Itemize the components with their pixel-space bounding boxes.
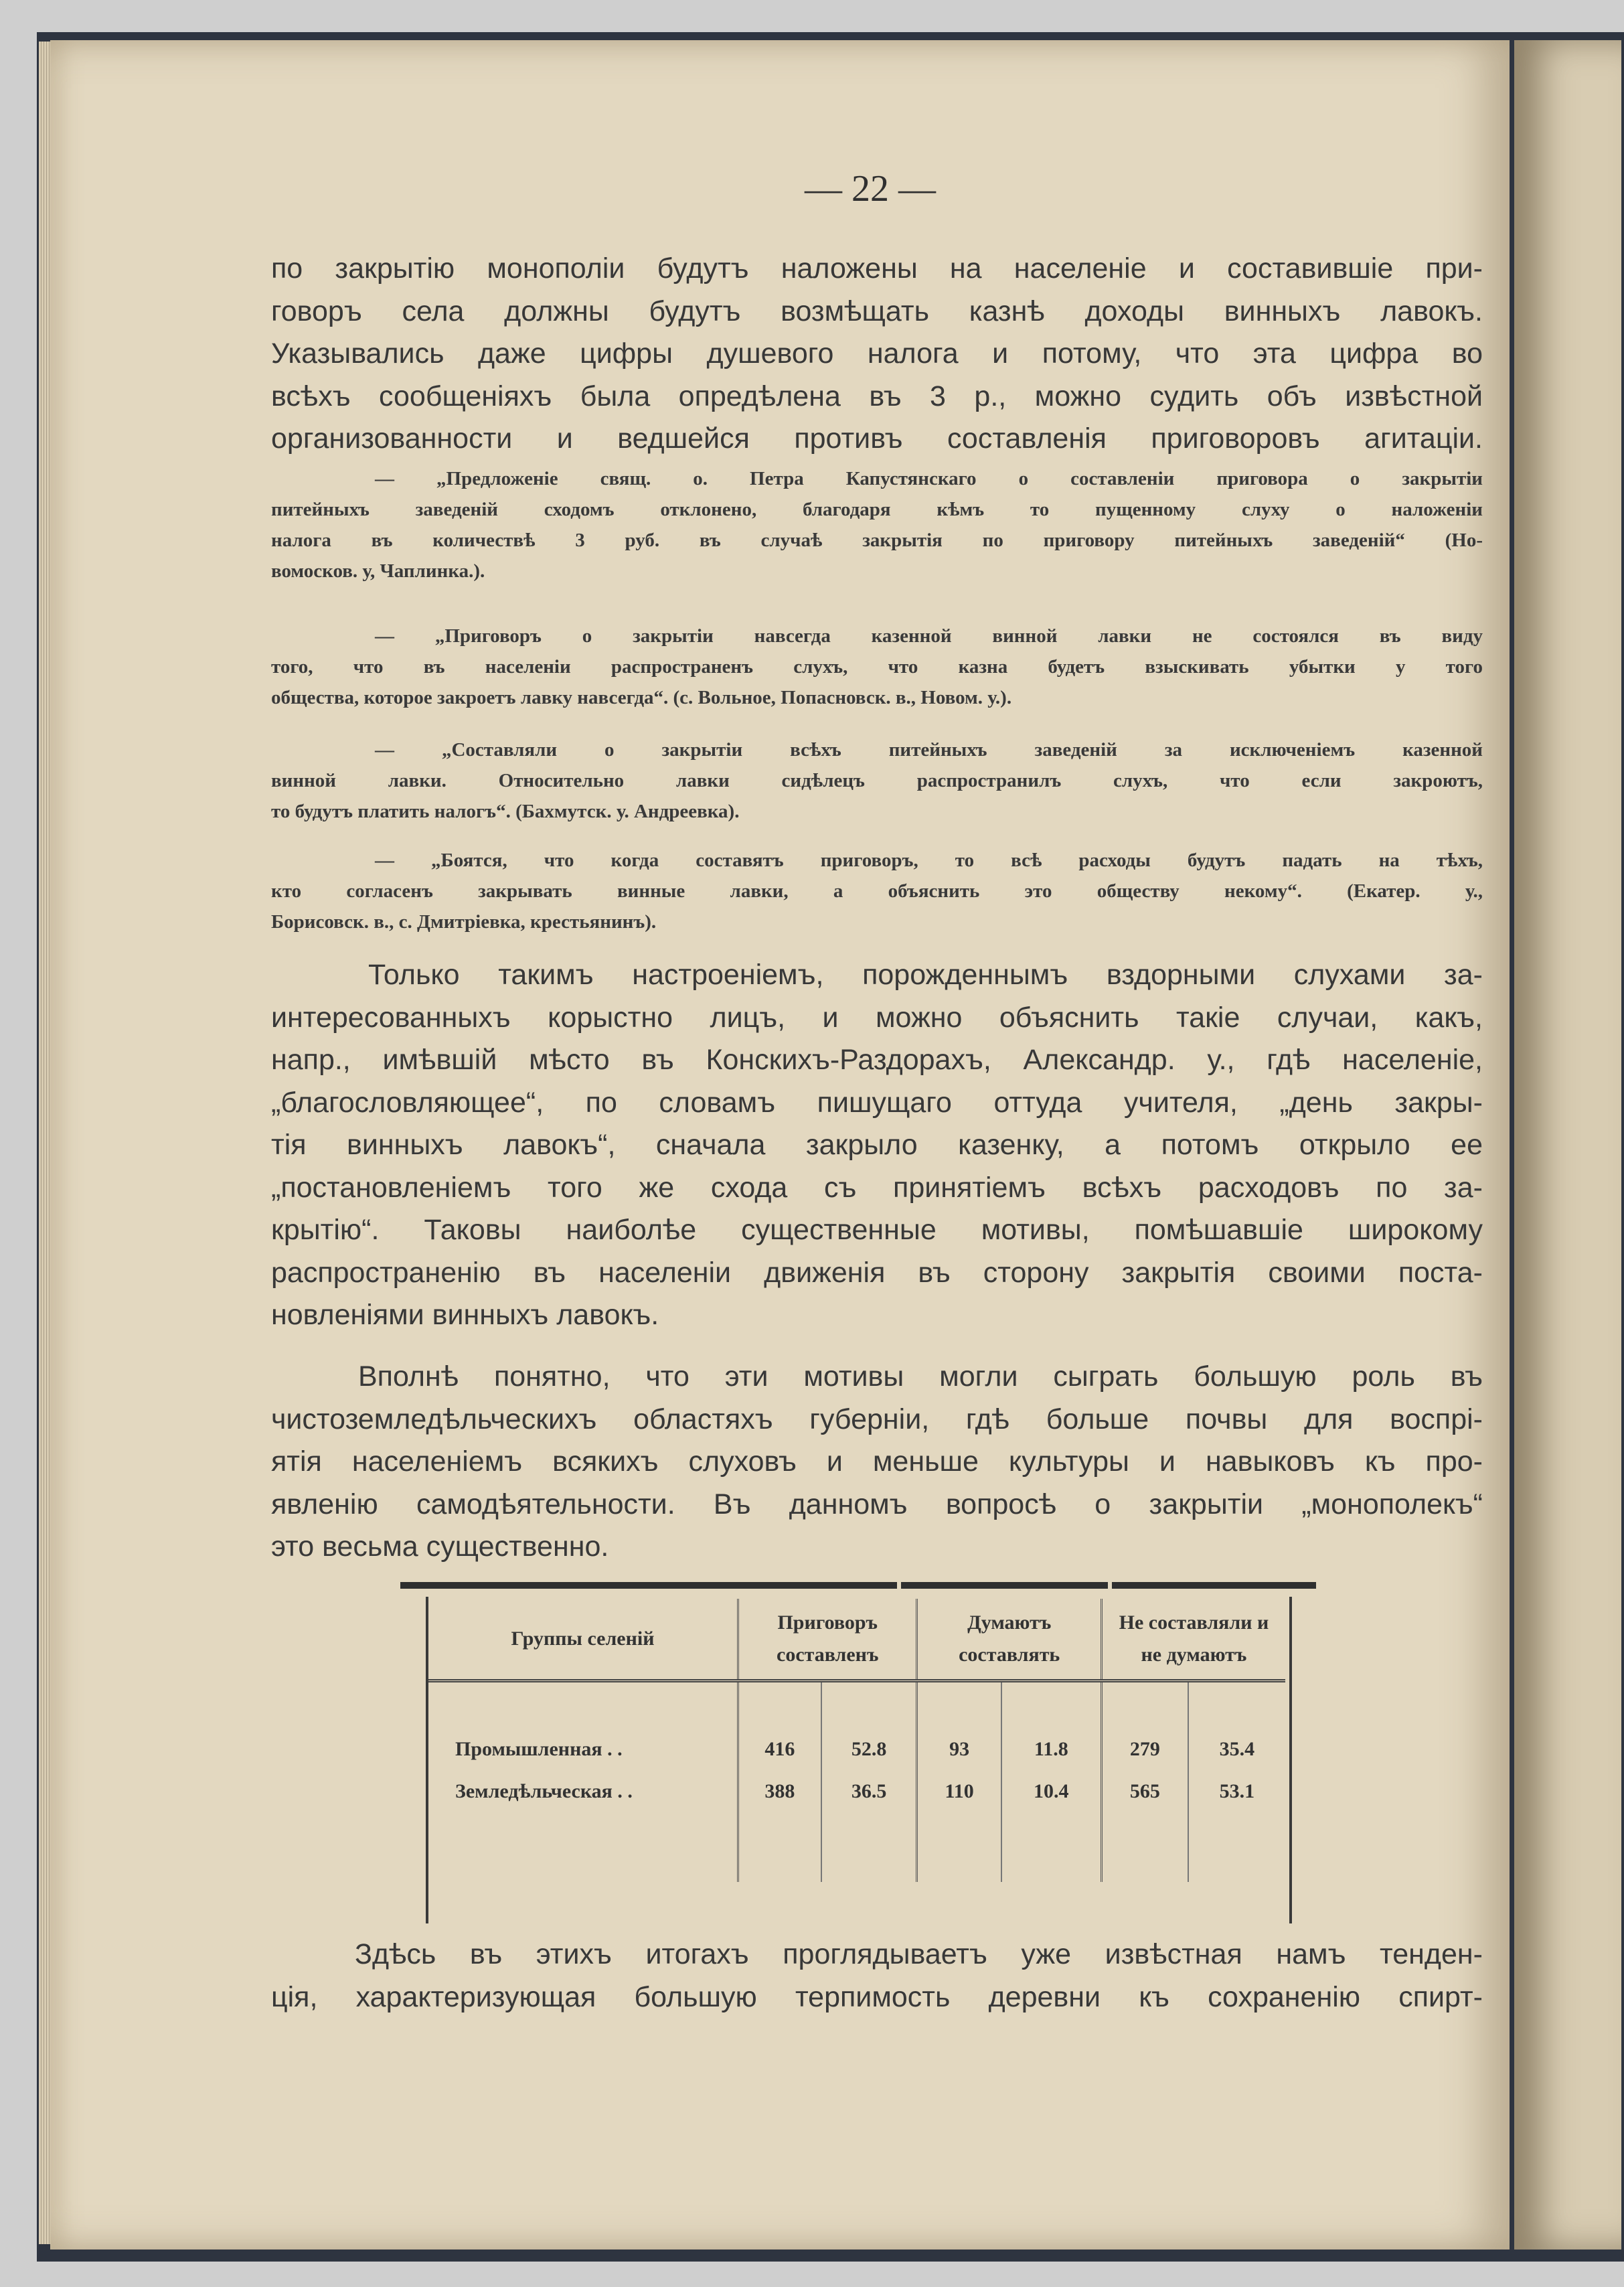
text-line: ятія населеніемъ всякихъ слуховъ и меньше культуры и навыковъ къ про- — [271, 1445, 1483, 1478]
quote-1 — [271, 463, 1483, 586]
text-line: Только такимъ настроеніемъ, порожденнымъ вздорными слухами за- — [368, 959, 1483, 991]
quote-line: то будутъ платить налогъ“. (Бахмутск. у. Андреевка). — [271, 801, 740, 822]
col-header-planning: Думаютъ составлять — [917, 1599, 1101, 1681]
spacer-cell — [917, 1822, 1001, 1882]
cell-count: 388 — [738, 1761, 821, 1822]
cell-count: 565 — [1101, 1761, 1188, 1822]
quote-line: питейныхъ заведеній сходомъ отклонено, благодаря кѣмъ то пущенному слуху о наложеніи — [271, 499, 1483, 520]
text-line: „постановленіемъ того же схода съ принятіемъ всѣхъ расходовъ по за- — [271, 1171, 1483, 1204]
cell-count: 279 — [1101, 1681, 1188, 1761]
quote-line: — „Предложеніе свящ. о. Петра Капустянскаго о составленіи приговора о закрытіи — [375, 468, 1483, 489]
paragraph-4 — [271, 1934, 1483, 2019]
col-header-groups: Группы селеній — [428, 1599, 738, 1681]
text-line: „благословляющее“, по словамъ пишущаго оттуда учителя, „день закры- — [271, 1086, 1483, 1119]
cell-count: 93 — [917, 1681, 1001, 1761]
quote-line: — „Составляли о закрытіи всѣхъ питейныхъ заведеній за исключеніемъ казенной — [375, 739, 1483, 761]
paragraph-2 — [271, 954, 1483, 1337]
paragraph-1 — [271, 248, 1483, 461]
quote-4 — [271, 845, 1483, 937]
cell-percent: 10.4 — [1001, 1761, 1102, 1822]
cell-count: 416 — [738, 1681, 821, 1761]
quote-line: налога въ количествѣ 3 руб. въ случаѣ закрытія по приговору питейныхъ заведеній“ (Но- — [271, 530, 1483, 551]
cell-count: 110 — [917, 1761, 1001, 1822]
text-line: по закрытію монополіи будутъ наложены на населеніе и составившіе при- — [271, 252, 1483, 285]
quote-line: того, что въ населеніи распространенъ слухъ, что казна будетъ взыскивать убытки у того — [271, 656, 1483, 678]
spacer-cell — [1101, 1822, 1188, 1882]
spacer-cell — [428, 1822, 738, 1882]
cell-percent: 52.8 — [821, 1681, 917, 1761]
spacer-cell — [821, 1822, 917, 1882]
text-line: ція, характеризующая большую терпимость деревни къ сохраненію спирт- — [271, 1980, 1483, 2013]
rule-gap — [897, 1582, 901, 1590]
text-line: распространенію въ населеніи движенія въ сторону закрытія своими поста- — [271, 1256, 1483, 1289]
facing-page-edge — [1514, 40, 1621, 2250]
quote-3 — [271, 734, 1483, 827]
quote-line: кто согласенъ закрывать винные лавки, а объяснить это обществу некому“. (Екатер. у., — [271, 880, 1483, 902]
spacer-cell — [738, 1822, 821, 1882]
quote-line: — „Приговоръ о закрытіи навсегда казенной винной лавки не состоялся въ виду — [375, 625, 1483, 647]
paragraph-3 — [271, 1356, 1483, 1569]
text-line: чистоземледѣльческихъ областяхъ губерніи, гдѣ больше почвы для воспрі- — [271, 1403, 1483, 1435]
quote-line: общества, которое закроетъ лавку навсегда“. (с. Вольное, Попасновск. в., Новом. у.). — [271, 687, 1012, 708]
table-row — [428, 1681, 1285, 1761]
text-line: организованности и ведшейся противъ составленія приговоровъ агитаціи. — [271, 422, 1483, 455]
row-label: Земледѣльческая . . — [455, 1780, 633, 1802]
text-line: интересованныхъ корыстно лицъ, и можно объяснить такіе случаи, какъ, — [271, 1001, 1483, 1034]
text-line: Указывались даже цифры душевого налога и потому, что эта цифра во — [271, 337, 1483, 370]
col-header-signed: Приговоръ составленъ — [738, 1599, 917, 1681]
spacer-cell — [1001, 1822, 1102, 1882]
table-top-rule — [400, 1582, 1316, 1589]
text-line: это весьма существенно. — [271, 1530, 609, 1563]
page-edges — [39, 42, 51, 2244]
text-line: Здѣсь въ этихъ итогахъ проглядываетъ уже извѣстная намъ тенден- — [355, 1938, 1483, 1970]
table-spacer-row — [428, 1822, 1285, 1882]
page-number: — 22 — — [805, 168, 936, 210]
statistics-table — [428, 1599, 1285, 1882]
row-label: Промышленная . . — [455, 1737, 623, 1760]
quote-line: — „Боятся, что когда составятъ приговоръ, то всѣ расходы будутъ падать на тѣхъ, — [375, 850, 1483, 871]
text-line: новленіями винныхъ лавокъ. — [271, 1299, 659, 1331]
quote-line: Борисовск. в., с. Дмитріевка, крестьянинъ). — [271, 911, 657, 933]
text-line: напр., имѣвшій мѣсто въ Конскихъ-Раздорахъ, Александр. у., гдѣ населеніе, — [271, 1044, 1483, 1076]
cell-percent: 53.1 — [1188, 1761, 1285, 1822]
quote-line: винной лавки. Относительно лавки сидѣлецъ распространилъ слухъ, что если закроютъ, — [271, 770, 1483, 791]
spacer-cell — [1188, 1822, 1285, 1882]
text-line: всѣхъ сообщеніяхъ была опредѣлена въ 3 р., можно судить объ извѣстной — [271, 380, 1483, 412]
cell-percent: 11.8 — [1001, 1681, 1102, 1761]
col-header-none: Не составляли и не думаютъ — [1101, 1599, 1285, 1681]
cell-percent: 36.5 — [821, 1761, 917, 1822]
quote-line: вомосков. у, Чаплинка.). — [271, 560, 485, 582]
cell-percent: 35.4 — [1188, 1681, 1285, 1761]
text-line: говоръ села должны будутъ возмѣщать казнѣ доходы винныхъ лавокъ. — [271, 295, 1483, 327]
text-line: тія винныхъ лавокъ“, сначала закрыло казенку, а потомъ открыло ее — [271, 1129, 1483, 1161]
text-line: Вполнѣ понятно, что эти мотивы могли сыграть большую роль въ — [358, 1360, 1483, 1393]
table-row — [428, 1761, 1285, 1822]
rule-gap — [1108, 1582, 1112, 1590]
text-line: явленію самодѣятельности. Въ данномъ вопросѣ о закрытіи „монополекъ“ — [271, 1488, 1483, 1520]
quote-2 — [271, 621, 1483, 713]
text-line: крытію“. Таковы наиболѣе существенные мотивы, помѣшавшіе широкому — [271, 1214, 1483, 1246]
